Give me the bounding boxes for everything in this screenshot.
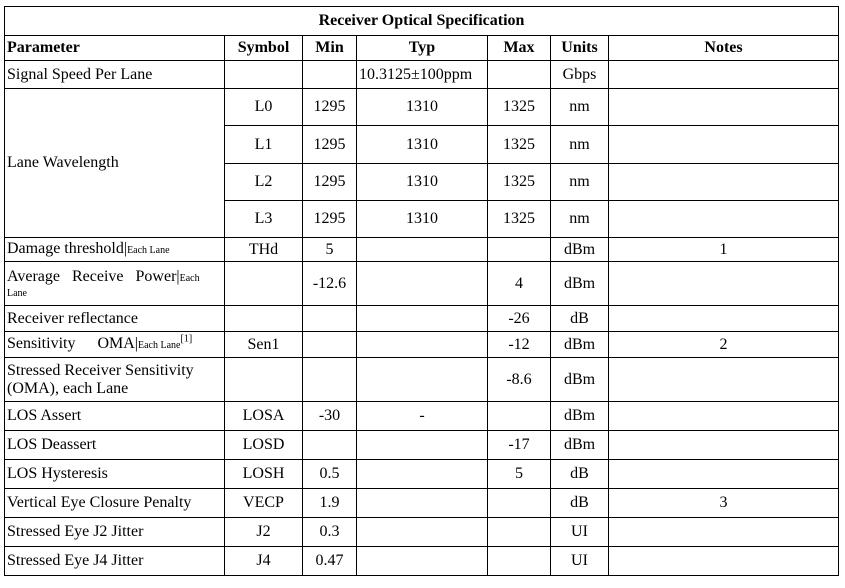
header-parameter: Parameter bbox=[5, 36, 225, 61]
typ-cell: 1310 bbox=[357, 164, 488, 201]
max-cell: 4 bbox=[488, 262, 551, 306]
table-row bbox=[5, 402, 839, 431]
symbol-cell bbox=[225, 358, 303, 402]
typ-cell: 1310 bbox=[357, 126, 488, 164]
typ-cell bbox=[357, 358, 488, 402]
symbol-cell bbox=[225, 306, 303, 332]
receiver-optical-spec-table bbox=[4, 6, 839, 576]
notes-cell bbox=[609, 547, 839, 576]
parameter-subscript: Each bbox=[179, 272, 200, 284]
units-cell: dBm bbox=[551, 402, 609, 431]
symbol-cell: J2 bbox=[225, 518, 303, 547]
parameter-cell: Signal Speed Per Lane bbox=[5, 61, 225, 89]
table-row bbox=[5, 431, 839, 460]
units-cell: nm bbox=[551, 164, 609, 201]
notes-cell bbox=[609, 89, 839, 126]
parameter-subscript: Each Lane bbox=[138, 339, 181, 351]
notes-cell bbox=[609, 431, 839, 460]
parameter-cell: Stressed Eye J2 Jitter bbox=[5, 518, 225, 547]
notes-cell bbox=[609, 306, 839, 332]
min-cell: 1295 bbox=[303, 126, 357, 164]
units-cell: dB bbox=[551, 489, 609, 518]
symbol-cell: THd bbox=[225, 238, 303, 262]
parameter-text: Sensitivity OMA bbox=[7, 334, 135, 352]
typ-cell bbox=[357, 518, 488, 547]
header-typ: Typ bbox=[357, 36, 488, 61]
typ-cell: - bbox=[357, 402, 488, 431]
symbol-cell: LOSD bbox=[225, 431, 303, 460]
header-notes: Notes bbox=[609, 36, 839, 61]
reference-marker: [1] bbox=[180, 333, 193, 345]
min-cell: 0.47 bbox=[303, 547, 357, 576]
parameter-text-line1: Stressed Receiver Sensitivity bbox=[7, 361, 194, 379]
min-cell: -12.6 bbox=[303, 262, 357, 306]
symbol-cell: VECP bbox=[225, 489, 303, 518]
min-cell bbox=[303, 332, 357, 358]
min-cell bbox=[303, 306, 357, 332]
notes-cell bbox=[609, 126, 839, 164]
notes-cell bbox=[609, 402, 839, 431]
max-cell: -17 bbox=[488, 431, 551, 460]
max-cell: 1325 bbox=[488, 126, 551, 164]
header-min: Min bbox=[303, 36, 357, 61]
units-cell: Gbps bbox=[551, 61, 609, 89]
max-cell bbox=[488, 402, 551, 431]
notes-cell: 1 bbox=[609, 238, 839, 262]
max-cell bbox=[488, 547, 551, 576]
min-cell bbox=[303, 61, 357, 89]
table-row bbox=[5, 306, 839, 332]
min-cell: 5 bbox=[303, 238, 357, 262]
table-row bbox=[5, 489, 839, 518]
parameter-text: Damage threshold bbox=[7, 239, 124, 257]
table-row bbox=[5, 61, 839, 89]
units-cell: nm bbox=[551, 89, 609, 126]
min-cell bbox=[303, 358, 357, 402]
max-cell: 5 bbox=[488, 460, 551, 489]
max-cell: 1325 bbox=[488, 164, 551, 201]
min-cell: 1295 bbox=[303, 89, 357, 126]
symbol-cell: L1 bbox=[225, 126, 303, 164]
max-cell: -12 bbox=[488, 332, 551, 358]
parameter-cell bbox=[5, 358, 225, 402]
header-symbol: Symbol bbox=[225, 36, 303, 61]
min-cell: 0.3 bbox=[303, 518, 357, 547]
symbol-cell: LOSH bbox=[225, 460, 303, 489]
symbol-cell: L0 bbox=[225, 89, 303, 126]
parameter-cell: LOS Assert bbox=[5, 402, 225, 431]
table-title: Receiver Optical Specification bbox=[5, 7, 839, 36]
min-cell: 0.5 bbox=[303, 460, 357, 489]
table-row bbox=[5, 238, 839, 262]
parameter-text-line2: (OMA), each Lane bbox=[7, 379, 129, 397]
max-cell bbox=[488, 238, 551, 262]
notes-cell bbox=[609, 164, 839, 201]
max-cell: 1325 bbox=[488, 201, 551, 238]
parameter-cell: Damage threshold|Each Lane bbox=[5, 238, 225, 262]
table-row bbox=[5, 460, 839, 489]
symbol-cell: J4 bbox=[225, 547, 303, 576]
symbol-cell: L2 bbox=[225, 164, 303, 201]
table-row bbox=[5, 547, 839, 576]
symbol-cell: LOSA bbox=[225, 402, 303, 431]
units-cell: UI bbox=[551, 547, 609, 576]
parameter-cell: Sensitivity OMA|Each Lane[1] bbox=[5, 332, 225, 358]
typ-cell: 10.3125±100ppm bbox=[357, 61, 488, 89]
units-cell: nm bbox=[551, 126, 609, 164]
parameter-cell: LOS Deassert bbox=[5, 431, 225, 460]
parameter-cell: Stressed Eye J4 Jitter bbox=[5, 547, 225, 576]
parameter-cell: Receiver reflectance bbox=[5, 306, 225, 332]
min-cell: 1295 bbox=[303, 201, 357, 238]
typ-cell bbox=[357, 262, 488, 306]
typ-cell bbox=[357, 332, 488, 358]
min-cell bbox=[303, 431, 357, 460]
typ-cell bbox=[357, 238, 488, 262]
parameter-cell: Vertical Eye Closure Penalty bbox=[5, 489, 225, 518]
notes-cell: 3 bbox=[609, 489, 839, 518]
typ-cell bbox=[357, 547, 488, 576]
notes-cell bbox=[609, 61, 839, 89]
units-cell: UI bbox=[551, 518, 609, 547]
notes-cell bbox=[609, 201, 839, 238]
typ-cell bbox=[357, 460, 488, 489]
units-cell: dBm bbox=[551, 431, 609, 460]
max-cell bbox=[488, 518, 551, 547]
parameter-subscript-line2: Lane bbox=[7, 287, 27, 299]
units-cell: dB bbox=[551, 306, 609, 332]
notes-cell bbox=[609, 358, 839, 402]
parameter-cell: LOS Hysteresis bbox=[5, 460, 225, 489]
table-row bbox=[5, 518, 839, 547]
units-cell: nm bbox=[551, 201, 609, 238]
header-max: Max bbox=[488, 36, 551, 61]
max-cell bbox=[488, 489, 551, 518]
units-cell: dBm bbox=[551, 238, 609, 262]
max-cell: 1325 bbox=[488, 89, 551, 126]
symbol-cell: Sen1 bbox=[225, 332, 303, 358]
symbol-cell bbox=[225, 262, 303, 306]
min-cell: 1295 bbox=[303, 164, 357, 201]
max-cell: -26 bbox=[488, 306, 551, 332]
units-cell: dBm bbox=[551, 332, 609, 358]
typ-cell bbox=[357, 306, 488, 332]
header-units: Units bbox=[551, 36, 609, 61]
symbol-cell: L3 bbox=[225, 201, 303, 238]
units-cell: dB bbox=[551, 460, 609, 489]
notes-cell bbox=[609, 518, 839, 547]
min-cell: 1.9 bbox=[303, 489, 357, 518]
max-cell bbox=[488, 61, 551, 89]
notes-cell bbox=[609, 262, 839, 306]
typ-cell: 1310 bbox=[357, 201, 488, 238]
parameter-subscript: Each Lane bbox=[127, 244, 170, 256]
table-row bbox=[5, 358, 839, 402]
table-row bbox=[5, 262, 839, 306]
header-row bbox=[5, 36, 839, 61]
typ-cell: 1310 bbox=[357, 89, 488, 126]
table-row bbox=[5, 332, 839, 358]
notes-cell bbox=[609, 460, 839, 489]
max-cell: -8.6 bbox=[488, 358, 551, 402]
units-cell: dBm bbox=[551, 262, 609, 306]
min-cell: -30 bbox=[303, 402, 357, 431]
units-cell: dBm bbox=[551, 358, 609, 402]
typ-cell bbox=[357, 431, 488, 460]
parameter-text: Average Receive Power bbox=[7, 267, 177, 285]
symbol-cell bbox=[225, 61, 303, 89]
table-row bbox=[5, 89, 839, 126]
parameter-cell: Average Receive Power|Each Lane bbox=[5, 262, 225, 306]
typ-cell bbox=[357, 489, 488, 518]
notes-cell: 2 bbox=[609, 332, 839, 358]
parameter-cell: Lane Wavelength bbox=[5, 89, 225, 238]
